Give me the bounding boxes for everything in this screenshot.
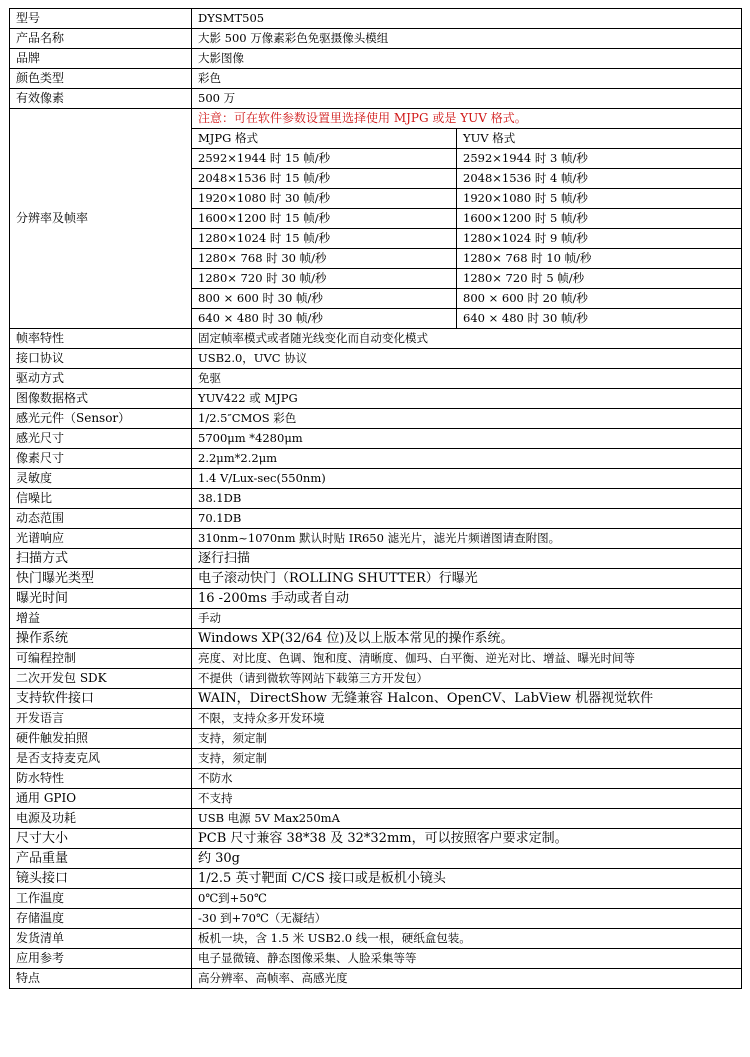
table-row	[10, 929, 742, 949]
table-row	[10, 329, 742, 349]
mjpg-header: MJPG 格式	[192, 129, 457, 149]
resolution-label: 分辨率及帧率	[10, 109, 192, 329]
table-row	[10, 829, 742, 849]
table-row	[10, 29, 742, 49]
row-value: 亮度、对比度、色调、饱和度、清晰度、伽玛、白平衡、逆光对比、增益、曝光时间等	[192, 649, 742, 669]
row-value: PCB 尺寸兼容 38*38 及 32*32mm，可以按照客户要求定制。	[192, 829, 742, 849]
table-row	[10, 969, 742, 989]
row-label: 曝光时间	[10, 589, 192, 609]
table-row	[10, 709, 742, 729]
row-label: 发货清单	[10, 929, 192, 949]
table-row	[10, 349, 742, 369]
yuv-cell: 1280×1024 时 9 帧/秒	[457, 229, 742, 249]
row-label: 增益	[10, 609, 192, 629]
row-value: 不限，支持众多开发环境	[192, 709, 742, 729]
row-value: 免驱	[192, 369, 742, 389]
row-value: 310nm~1070nm 默认时贴 IR650 滤光片，滤光片频谱图请查附图。	[192, 529, 742, 549]
row-value: 大影 500 万像素彩色免驱摄像头模组	[192, 29, 742, 49]
row-label: 信噪比	[10, 489, 192, 509]
row-label: 可编程控制	[10, 649, 192, 669]
row-value: 5700μm *4280μm	[192, 429, 742, 449]
table-row	[10, 849, 742, 869]
row-label: 镜头接口	[10, 869, 192, 889]
table-row	[10, 589, 742, 609]
row-label: 产品重量	[10, 849, 192, 869]
yuv-header: YUV 格式	[457, 129, 742, 149]
mjpg-cell: 2592×1944 时 15 帧/秒	[192, 149, 457, 169]
row-value: 大影图像	[192, 49, 742, 69]
row-value: 2.2μm*2.2μm	[192, 449, 742, 469]
row-label: 型号	[10, 9, 192, 29]
table-row	[10, 9, 742, 29]
row-label: 存储温度	[10, 909, 192, 929]
mjpg-cell: 2048×1536 时 15 帧/秒	[192, 169, 457, 189]
row-value: 16 -200ms 手动或者自动	[192, 589, 742, 609]
row-value: 手动	[192, 609, 742, 629]
row-value: 不支持	[192, 789, 742, 809]
row-value: DYSMT505	[192, 9, 742, 29]
row-label: 快门曝光类型	[10, 569, 192, 589]
table-row	[10, 529, 742, 549]
yuv-cell: 2592×1944 时 3 帧/秒	[457, 149, 742, 169]
format-note: 注意：可在软件参数设置里选择使用 MJPG 或是 YUV 格式。	[192, 109, 742, 129]
row-value: Windows XP(32/64 位)及以上版本常见的操作系统。	[192, 629, 742, 649]
table-row	[10, 449, 742, 469]
row-label: 光谱响应	[10, 529, 192, 549]
table-row	[10, 789, 742, 809]
row-label: 扫描方式	[10, 549, 192, 569]
table-row	[10, 629, 742, 649]
row-label: 通用 GPIO	[10, 789, 192, 809]
table-row	[10, 889, 742, 909]
row-value: 电子显微镜、静态图像采集、人脸采集等等	[192, 949, 742, 969]
yuv-cell: 1280× 768 时 10 帧/秒	[457, 249, 742, 269]
row-label: 图像数据格式	[10, 389, 192, 409]
row-label: 产品名称	[10, 29, 192, 49]
row-value: 不防水	[192, 769, 742, 789]
row-value: -30 到+70℃（无凝结）	[192, 909, 742, 929]
table-row	[10, 89, 742, 109]
row-value: 支持，须定制	[192, 749, 742, 769]
row-label: 硬件触发拍照	[10, 729, 192, 749]
row-label: 尺寸大小	[10, 829, 192, 849]
table-row	[10, 489, 742, 509]
row-label: 开发语言	[10, 709, 192, 729]
table-row	[10, 389, 742, 409]
spec-table	[9, 8, 742, 989]
row-label: 电源及功耗	[10, 809, 192, 829]
mjpg-cell: 800 × 600 时 30 帧/秒	[192, 289, 457, 309]
table-row	[10, 549, 742, 569]
row-label: 感光尺寸	[10, 429, 192, 449]
table-row	[10, 429, 742, 449]
row-label: 二次开发包 SDK	[10, 669, 192, 689]
mjpg-cell: 1600×1200 时 15 帧/秒	[192, 209, 457, 229]
yuv-cell: 1280× 720 时 5 帧/秒	[457, 269, 742, 289]
row-value: USB 电源 5V Max250mA	[192, 809, 742, 829]
row-value: 70.1DB	[192, 509, 742, 529]
row-label: 操作系统	[10, 629, 192, 649]
yuv-cell: 1920×1080 时 5 帧/秒	[457, 189, 742, 209]
table-row	[10, 909, 742, 929]
row-value: 固定帧率模式或者随光线变化而自动变化模式	[192, 329, 742, 349]
table-row	[10, 109, 742, 129]
yuv-cell: 640 × 480 时 30 帧/秒	[457, 309, 742, 329]
row-value: 约 30g	[192, 849, 742, 869]
row-label: 是否支持麦克风	[10, 749, 192, 769]
row-label: 动态范围	[10, 509, 192, 529]
row-value: 38.1DB	[192, 489, 742, 509]
row-value: 1/2.5 英寸靶面 C/CS 接口或是板机小镜头	[192, 869, 742, 889]
row-value: YUV422 或 MJPG	[192, 389, 742, 409]
table-row	[10, 749, 742, 769]
table-row	[10, 869, 742, 889]
row-value: 板机一块，含 1.5 米 USB2.0 线一根，硬纸盒包装。	[192, 929, 742, 949]
row-value: 高分辨率、高帧率、高感光度	[192, 969, 742, 989]
table-row	[10, 69, 742, 89]
row-label: 像素尺寸	[10, 449, 192, 469]
row-label: 感光元件（Sensor）	[10, 409, 192, 429]
row-value: 1.4 V/Lux-sec(550nm)	[192, 469, 742, 489]
row-label: 帧率特性	[10, 329, 192, 349]
yuv-cell: 2048×1536 时 4 帧/秒	[457, 169, 742, 189]
row-label: 接口协议	[10, 349, 192, 369]
mjpg-cell: 1280×1024 时 15 帧/秒	[192, 229, 457, 249]
table-row	[10, 669, 742, 689]
row-label: 有效像素	[10, 89, 192, 109]
row-label: 颜色类型	[10, 69, 192, 89]
row-value: WAIN，DirectShow 无缝兼容 Halcon、OpenCV、LabView 机器视觉软件	[192, 689, 742, 709]
table-row	[10, 569, 742, 589]
row-label: 驱动方式	[10, 369, 192, 389]
spec-table-body	[10, 9, 742, 989]
yuv-cell: 1600×1200 时 5 帧/秒	[457, 209, 742, 229]
mjpg-cell: 1280× 720 时 30 帧/秒	[192, 269, 457, 289]
row-value: 0℃到+50℃	[192, 889, 742, 909]
table-row	[10, 609, 742, 629]
row-value: 彩色	[192, 69, 742, 89]
mjpg-cell: 1920×1080 时 30 帧/秒	[192, 189, 457, 209]
row-label: 应用参考	[10, 949, 192, 969]
table-row	[10, 509, 742, 529]
table-row	[10, 409, 742, 429]
row-label: 灵敏度	[10, 469, 192, 489]
row-value: 1/2.5″CMOS 彩色	[192, 409, 742, 429]
table-row	[10, 769, 742, 789]
mjpg-cell: 1280× 768 时 30 帧/秒	[192, 249, 457, 269]
table-row	[10, 369, 742, 389]
table-row	[10, 689, 742, 709]
row-value: 不提供（请到微软等网站下载第三方开发包）	[192, 669, 742, 689]
mjpg-cell: 640 × 480 时 30 帧/秒	[192, 309, 457, 329]
row-label: 支持软件接口	[10, 689, 192, 709]
table-row	[10, 729, 742, 749]
row-value: USB2.0，UVC 协议	[192, 349, 742, 369]
yuv-cell: 800 × 600 时 20 帧/秒	[457, 289, 742, 309]
row-label: 品牌	[10, 49, 192, 69]
table-row	[10, 949, 742, 969]
row-label: 工作温度	[10, 889, 192, 909]
table-row	[10, 809, 742, 829]
row-value: 电子滚动快门（ROLLING SHUTTER）行曝光	[192, 569, 742, 589]
row-label: 防水特性	[10, 769, 192, 789]
row-value: 500 万	[192, 89, 742, 109]
table-row	[10, 49, 742, 69]
row-label: 特点	[10, 969, 192, 989]
row-value: 支持，须定制	[192, 729, 742, 749]
spec-sheet	[9, 8, 742, 989]
row-value: 逐行扫描	[192, 549, 742, 569]
table-row	[10, 649, 742, 669]
table-row	[10, 469, 742, 489]
